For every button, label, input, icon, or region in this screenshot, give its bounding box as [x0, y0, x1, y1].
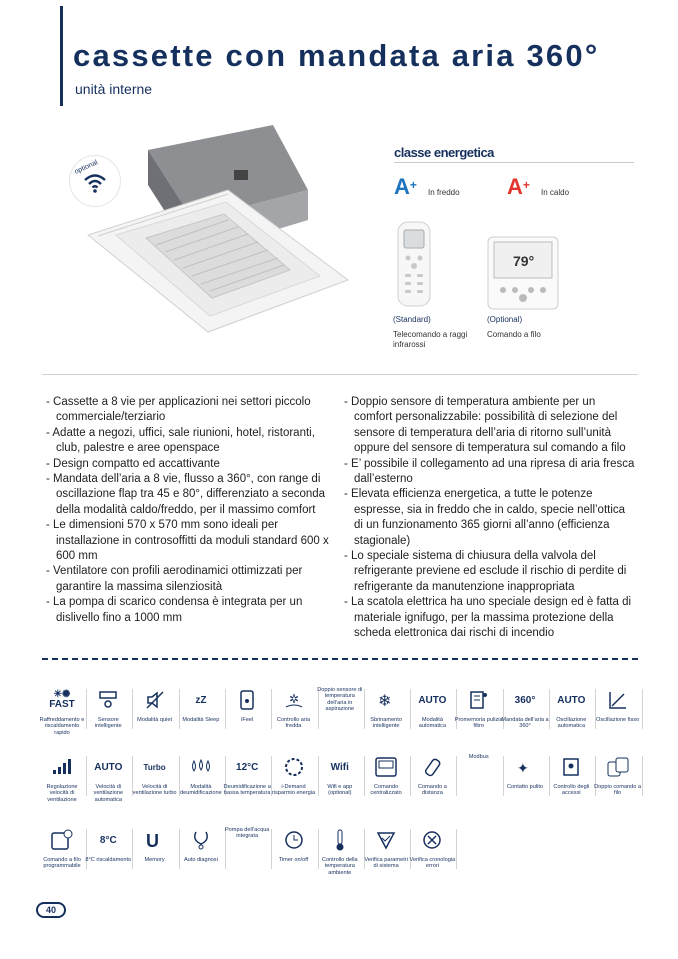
svg-text:✦: ✦: [517, 760, 529, 776]
divider: [642, 689, 643, 729]
feature-item: [594, 752, 642, 797]
feature-item: [455, 685, 503, 730]
list-item: - Adatte a negozi, uffici, sale riunioni, hotel, ristoranti, club, palestre e aree openspace: [46, 426, 315, 455]
standard-controller-tag: (Standard): [393, 315, 431, 324]
standard-controller-desc: Telecomando a raggi infrarossi: [393, 330, 468, 349]
energy-class-cold: A+: [394, 174, 417, 199]
feature-item: [38, 752, 86, 803]
access-control-icon: [547, 752, 595, 782]
feature-item: [547, 752, 595, 797]
feature-item: [362, 685, 410, 730]
feature-item: [38, 685, 86, 736]
feature-label: Comando a filo programmabile: [43, 857, 81, 870]
cold-air-icon: [270, 685, 318, 715]
ambient-temp-icon: [316, 825, 364, 855]
feature-label: Comando a distanza: [417, 784, 447, 797]
central-control-icon: [362, 752, 410, 782]
snowflake-sun-icon: ✳✺ FAST: [49, 689, 75, 710]
feature-item: [408, 752, 456, 797]
heating-8c-icon: 8°C: [99, 834, 117, 846]
wifi-app-icon: Wifi: [330, 761, 349, 773]
feature-label: 8°C riscaldamento: [85, 857, 132, 863]
feature-label: Auto diagnosi: [183, 857, 218, 863]
feature-item: [362, 752, 410, 797]
feature-label: Doppio sensore di temperatura dell’aria in aspirazione: [317, 687, 363, 713]
feature-label: Verifica parametri di sistema: [364, 857, 408, 870]
programmable-wired-icon: [38, 825, 86, 855]
feature-item: [223, 752, 271, 797]
features-list-right: [344, 395, 636, 642]
auto-swing-icon: AUTO: [557, 694, 586, 706]
feature-item: [177, 825, 225, 863]
feature-item: [131, 825, 179, 863]
title-accent-bar: [60, 6, 63, 106]
optional-controller-desc: Comando a filo: [487, 330, 541, 339]
sensor-icon: [84, 685, 132, 715]
dehumidify-icon: [177, 752, 225, 782]
list-item: - Design compatto ed accattivante: [46, 457, 220, 470]
feature-label: Mandata dell’aria a 360°: [501, 717, 549, 730]
sleep-icon: zZ: [195, 694, 207, 706]
smart-defrost-icon: [362, 685, 410, 715]
feature-label: Wifi e app (optional): [327, 784, 353, 797]
controller-display: 79°: [513, 253, 535, 269]
feature-label: Controllo degli accessi: [553, 784, 590, 797]
section-divider: [42, 374, 638, 375]
optional-label: optional: [73, 159, 99, 176]
list-item: - E’ possibile il collegamento ad una ripresa di aria fresca dall’esterno: [344, 457, 635, 486]
divider: [394, 162, 634, 163]
feature-item: [316, 752, 364, 797]
list-item: - Doppio sensore di temperatura ambiente per un comfort personalizzabile: possibilità di selezione del sensore di temperatura dell’aria di ritorno sull’unità oppure del sensore di temperatura sul comando a filo: [344, 396, 626, 455]
feature-label: Controllo aria fredda: [276, 717, 311, 730]
low-temp-dehumidify-icon: 12°C: [236, 761, 259, 773]
i-demand-icon: [270, 752, 318, 782]
feature-label: Oscillazione fisso: [595, 717, 640, 723]
feature-item: [408, 825, 456, 870]
fan-speed-icon: [38, 752, 86, 782]
feature-item: [362, 825, 410, 870]
feature-item: [38, 825, 86, 870]
divider: [456, 829, 457, 869]
feature-label: Modalità Sleep: [182, 717, 220, 723]
svg-text:❄: ❄: [378, 693, 392, 710]
feature-label: Raffreddamento e riscaldamento rapido: [39, 717, 85, 736]
features-list-left: [46, 395, 341, 626]
feature-label: Velocità di ventilazione automatica: [93, 784, 124, 803]
list-item: - Elevata efficienza energetica, a tutte le potenze espresse, sia in freddo che in caldo, specie nell’ottica di un funzionamento 365 giorni all’anno (efficienza stagionale): [344, 488, 626, 547]
feature-label: Modalità deumidificazione: [180, 784, 222, 797]
feature-label: Sensore intelligente: [94, 717, 122, 730]
optional-wifi-badge: [70, 156, 120, 206]
list-item: - Mandata dell’aria a 8 vie, flusso a 360°, con range di oscillazione flap tra 45 e 80°, differenziato a seconda della modalità caldo/freddo, per il massimo comfort: [46, 473, 326, 516]
error-history-icon: [408, 825, 456, 855]
list-item: - Ventilatore con profili aerodinamici ottimizzati per garantire la massima silenziosità: [46, 565, 303, 593]
feature-label: Doppio comando a filo: [594, 784, 642, 797]
page-number: 40: [36, 902, 66, 918]
feature-item: [177, 752, 225, 797]
self-diagnosis-icon: [177, 825, 225, 855]
optional-controller-tag: (Optional): [487, 315, 523, 324]
auto-fan-icon: AUTO: [94, 761, 123, 773]
svg-text:U: U: [145, 831, 159, 851]
memory-icon: [131, 825, 179, 855]
feature-item: [501, 752, 549, 790]
feature-item: [316, 825, 364, 876]
page-subtitle: unità interne: [75, 81, 153, 97]
filter-reminder-icon: [455, 685, 503, 715]
feature-item: [131, 752, 179, 797]
feature-item: [594, 685, 642, 723]
feature-label: Promemoria pulizia filtro: [454, 717, 503, 730]
dual-wired-control-icon: [594, 752, 642, 782]
feature-label: Deumidificazione a bassa temperatura: [223, 784, 271, 797]
feature-label: Contatto pulito: [506, 784, 544, 790]
list-item: - La scatola elettrica ha uno speciale design ed è fatta di materiale ignifugo, per la massima protezione della scheda elettronica dai rischi di incendio: [344, 596, 632, 640]
feature-label: Pompa dell’acqua integrata: [224, 827, 270, 840]
feature-item: [84, 752, 132, 803]
feature-label: Controllo della temperatura ambiente: [321, 857, 358, 876]
remote-control-icon: [408, 752, 456, 782]
feature-item: [316, 685, 364, 713]
feature-item: [270, 825, 318, 863]
energy-class-cold-label: In freddo: [428, 188, 460, 197]
feature-label: Modalità quiet: [137, 717, 172, 723]
auto-mode-icon: AUTO: [418, 694, 447, 706]
page-title: cassette con mandata aria 360°: [73, 38, 600, 73]
feature-label: Modbus: [468, 754, 489, 760]
feature-label: i-Demand risparmio energia: [271, 784, 316, 797]
divider: [456, 756, 457, 796]
cassette-unit-image: [58, 120, 358, 335]
divider: [642, 756, 643, 796]
feature-item: [547, 685, 595, 730]
feature-label: Velocità di ventilazione turbo: [132, 784, 177, 797]
ifeel-icon: [223, 685, 271, 715]
feature-item: [131, 685, 179, 723]
feature-label: Memory: [144, 857, 165, 863]
feature-label: Modalità automatica: [418, 717, 447, 730]
feature-item: [84, 825, 132, 863]
ir-remote-image: [396, 220, 432, 308]
system-check-icon: [362, 825, 410, 855]
timer-icon: [270, 825, 318, 855]
energy-class-title: classe energetica: [394, 145, 494, 160]
feature-label: Comando centralizzato: [370, 784, 402, 797]
turbo-icon: Turbo: [143, 762, 166, 772]
quiet-icon: [131, 685, 179, 715]
feature-item: [84, 685, 132, 730]
feature-item: [177, 685, 225, 723]
list-item: - Lo speciale sistema di chiusura della valvola del refrigerante previene ed esclude il rischio di perdite di refrigerante da manutenzione inappropriata: [344, 550, 627, 593]
feature-item: [501, 685, 549, 730]
wifi-icon: [83, 172, 107, 194]
wired-controller-image: [487, 236, 559, 310]
feature-label: Timer on/off: [278, 857, 309, 863]
fixed-swing-icon: [594, 685, 642, 715]
feature-item: [270, 752, 318, 797]
list-item: - Le dimensioni 570 x 570 mm sono ideali per installazione in controsoffitti da moduli standard 600 x 600 mm: [46, 519, 329, 563]
feature-label: Regolazione velocità di ventilazione: [46, 784, 78, 803]
feature-label: Verifica cronologia errori: [409, 857, 456, 870]
feature-item: [408, 685, 456, 730]
energy-class-heat: A+: [507, 174, 530, 199]
feature-item: [455, 752, 503, 760]
feature-item: [223, 685, 271, 723]
list-item: - Cassette a 8 vie per applicazioni nei settori piccolo commerciale/terziario: [46, 396, 311, 424]
feature-label: Oscillazione automatica: [556, 717, 587, 730]
feature-item: [270, 685, 318, 730]
feature-label: Sbrinamento intelligente: [370, 717, 402, 730]
svg-text:✲: ✲: [288, 692, 299, 706]
list-item: - La pompa di scarico condensa è integrata per un dislivello fino a 1000 mm: [46, 596, 303, 624]
airflow-360-icon: 360°: [514, 694, 536, 706]
clean-contact-icon: [501, 752, 549, 782]
energy-class-heat-label: In caldo: [541, 188, 570, 197]
feature-item: [223, 825, 271, 840]
features-divider: [42, 658, 638, 660]
feature-label: iFeel: [241, 717, 254, 723]
